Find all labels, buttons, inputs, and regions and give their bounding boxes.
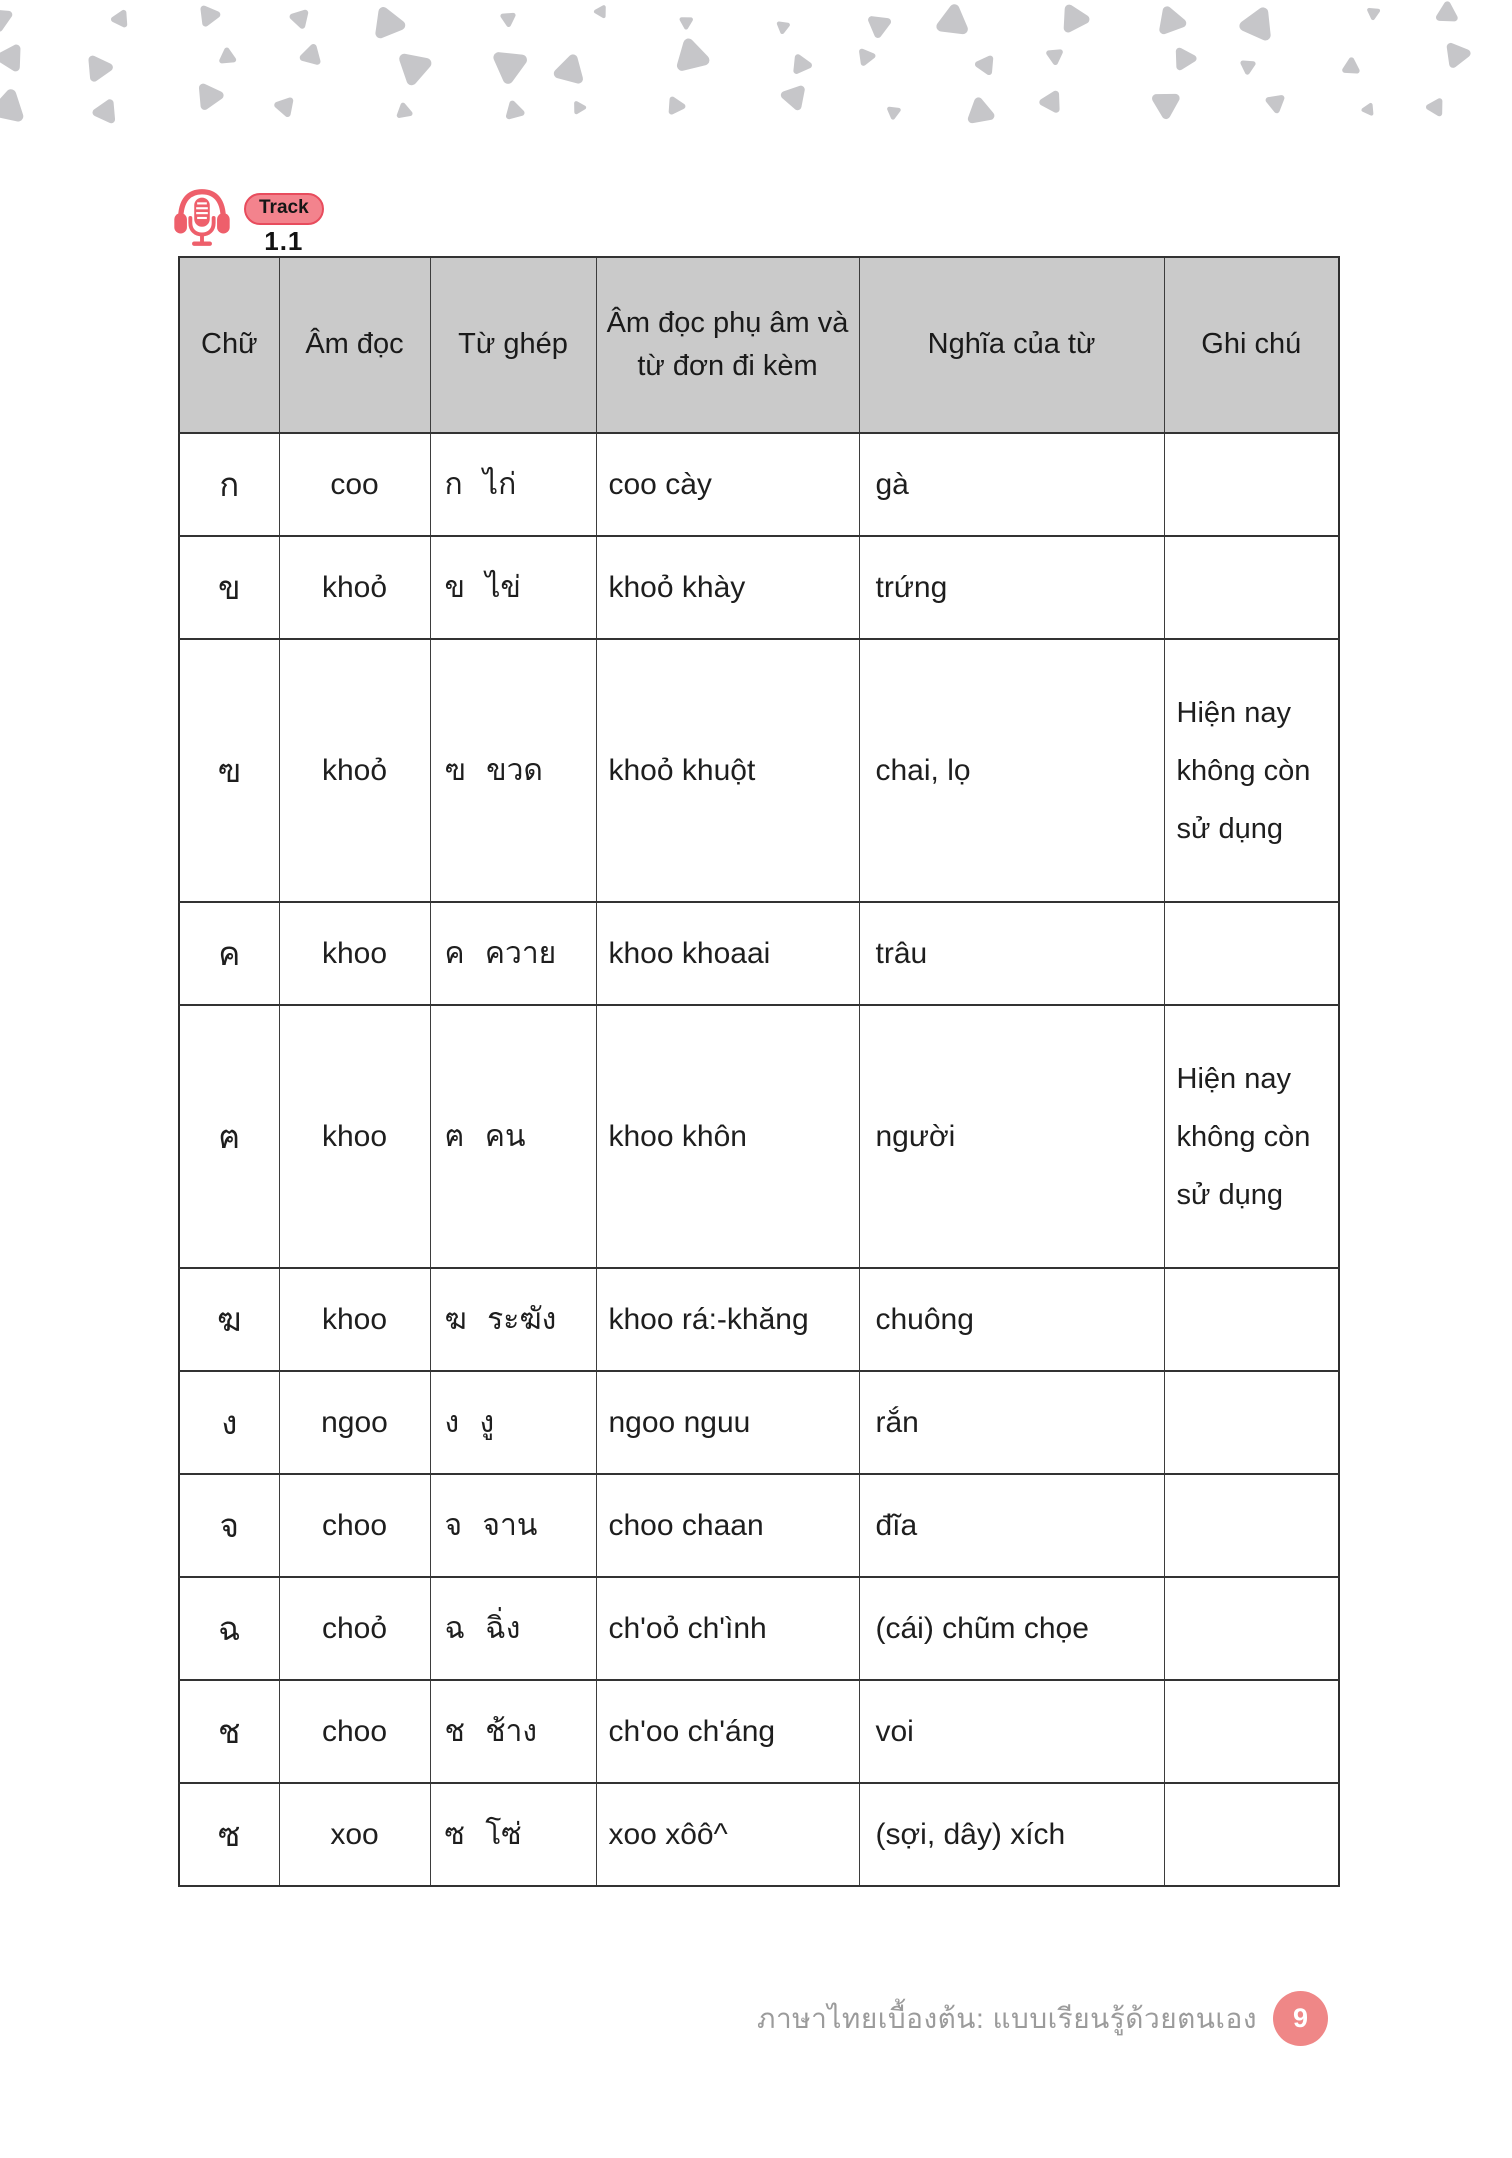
header-pronunciation: Âm đọc [279,257,430,433]
track-number: 1.1 [264,225,304,256]
table-cell-pronunciation: choo [279,1680,430,1783]
table-cell-compound-word: ฆ ระฆัง [430,1268,596,1371]
table-cell-pronunciation: khoo [279,1268,430,1371]
table-cell-note [1164,1371,1339,1474]
table-cell-pronunciation: khoo [279,902,430,1005]
table-cell-pronunciation: choo [279,1474,430,1577]
table-row [179,1005,1339,1268]
table-row [179,1680,1339,1783]
table-header-row [179,257,1339,433]
table-cell-consonant-word-reading: khoo khoaai [596,902,859,1005]
table-cell-consonant-word-reading: ch'oo ch'áng [596,1680,859,1783]
table-cell-note [1164,1268,1339,1371]
book-title: ภาษาไทยเบื้องต้น: แบบเรียนรู้ด้วยตนเอง [756,2002,1257,2034]
table-cell-meaning: người [859,1005,1164,1268]
table-cell-note [1164,1783,1339,1886]
header-compound-word: Từ ghép [430,257,596,433]
page-footer [757,1991,1328,2046]
table-cell-meaning: trứng [859,536,1164,639]
table-cell-letter: ค [179,902,279,1005]
table-cell-letter: ฅ [179,1005,279,1268]
table-cell-meaning: (sợi, dây) xích [859,1783,1164,1886]
table-cell-note: Hiện nay không còn sử dụng [1164,1005,1339,1268]
table-row [179,536,1339,639]
table-cell-letter: ซ [179,1783,279,1886]
table-cell-note [1164,1680,1339,1783]
table-cell-note [1164,536,1339,639]
table-cell-meaning: chuông [859,1268,1164,1371]
table-cell-letter: จ [179,1474,279,1577]
table-row [179,1371,1339,1474]
table-cell-consonant-word-reading: ch'oỏ ch'ình [596,1577,859,1680]
table-cell-meaning: voi [859,1680,1164,1783]
table-row [179,1783,1339,1886]
table-cell-consonant-word-reading: khoỏ khày [596,536,859,639]
table-cell-meaning: (cái) chũm chọe [859,1577,1164,1680]
table-cell-pronunciation: khoỏ [279,536,430,639]
table-cell-compound-word: ง งู [430,1371,596,1474]
table-row [179,1474,1339,1577]
table-cell-note [1164,433,1339,536]
table-cell-pronunciation: choỏ [279,1577,430,1680]
table-cell-consonant-word-reading: ngoo nguu [596,1371,859,1474]
table-cell-note [1164,1474,1339,1577]
track-label: Track [244,193,324,225]
table-row [179,639,1339,902]
table-cell-letter: ง [179,1371,279,1474]
header-letter: Chữ [179,257,279,433]
headphones-microphone-icon [168,183,236,251]
table-cell-consonant-word-reading: coo cày [596,433,859,536]
table-cell-pronunciation: coo [279,433,430,536]
table-cell-compound-word: ฉ ฉิ่ง [430,1577,596,1680]
table-cell-compound-word: ซ โซ่ [430,1783,596,1886]
table-cell-letter: ข [179,536,279,639]
triangle-pattern-band [0,0,1512,140]
table-cell-letter: ฉ [179,1577,279,1680]
table-cell-compound-word: ข ไข่ [430,536,596,639]
table-cell-pronunciation: xoo [279,1783,430,1886]
table-cell-note [1164,902,1339,1005]
table-cell-pronunciation: khoo [279,1005,430,1268]
table-row [179,433,1339,536]
header-consonant-word-reading: Âm đọc phụ âm và từ đơn đi kèm [596,257,859,433]
table-cell-consonant-word-reading: choo chaan [596,1474,859,1577]
table-cell-letter: ก [179,433,279,536]
table-cell-compound-word: ฅ คน [430,1005,596,1268]
table-cell-meaning: chai, lọ [859,639,1164,902]
table-cell-letter: ฆ [179,1268,279,1371]
table-cell-consonant-word-reading: khoo khôn [596,1005,859,1268]
page-number-badge: 9 [1273,1991,1328,2046]
table-cell-compound-word: ค ควาย [430,902,596,1005]
table-cell-meaning: gà [859,433,1164,536]
table-cell-compound-word: จ จาน [430,1474,596,1577]
table-cell-note: Hiện nay không còn sử dụng [1164,639,1339,902]
table-cell-compound-word: ช ช้าง [430,1680,596,1783]
table-cell-letter: ฃ [179,639,279,902]
header-note: Ghi chú [1164,257,1339,433]
table-cell-note [1164,1577,1339,1680]
table-row [179,1268,1339,1371]
table-cell-compound-word: ก ไก่ [430,433,596,536]
table-cell-compound-word: ฃ ขวด [430,639,596,902]
consonant-table-body [179,433,1339,1886]
table-cell-meaning: rắn [859,1371,1164,1474]
table-cell-pronunciation: khoỏ [279,639,430,902]
table-row [179,902,1339,1005]
table-cell-consonant-word-reading: xoo xôô^ [596,1783,859,1886]
header-meaning: Nghĩa của từ [859,257,1164,433]
table-cell-meaning: đĩa [859,1474,1164,1577]
table-row [179,1577,1339,1680]
table-cell-meaning: trâu [859,902,1164,1005]
table-cell-pronunciation: ngoo [279,1371,430,1474]
table-cell-letter: ช [179,1680,279,1783]
table-cell-consonant-word-reading: khoo rá:-khăng [596,1268,859,1371]
table-cell-consonant-word-reading: khoỏ khuột [596,639,859,902]
consonant-table [178,256,1340,1887]
audio-track-badge [168,183,324,257]
